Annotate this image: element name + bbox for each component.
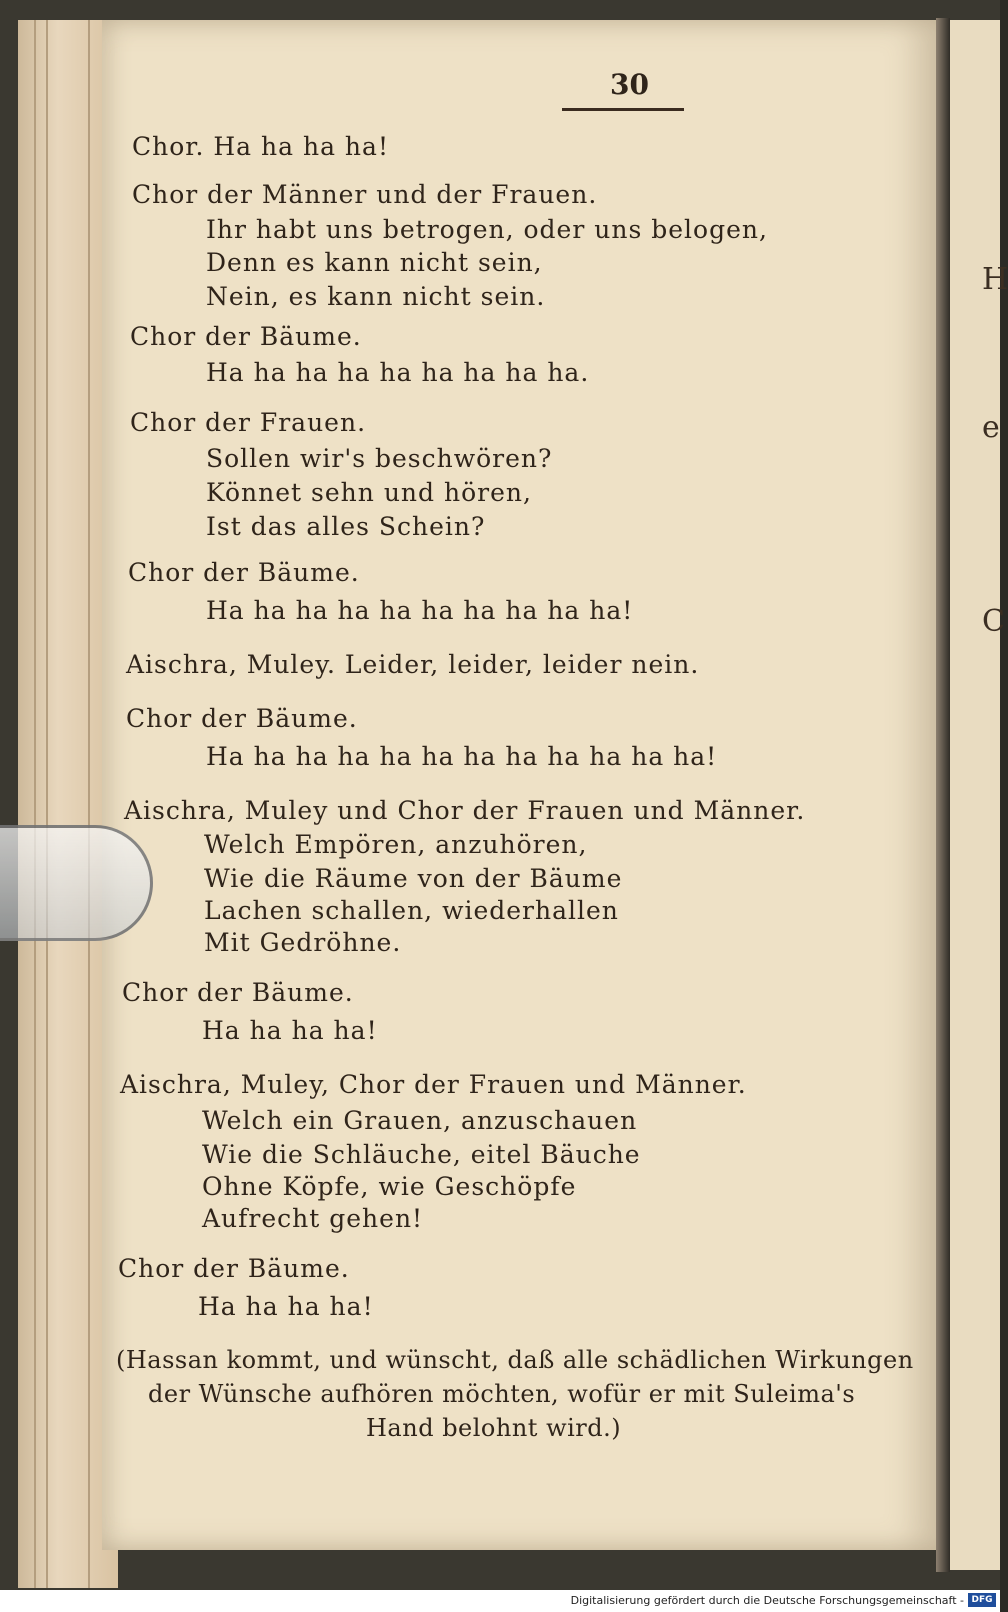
speaker-line: Chor der Bäume. [118,1254,350,1283]
speaker-line: Aischra, Muley und Chor der Frauen und Männer. [124,796,806,825]
page-clip [0,825,153,941]
stage-direction-line: der Wünsche aufhören möchten, wofür er mit Suleima's [148,1380,856,1408]
speaker-line: Aischra, Muley, Chor der Frauen und Männer. [120,1070,747,1099]
speaker-line: Chor der Männer und der Frauen. [132,180,598,209]
verse-line: Sollen wir's beschwören? [206,444,553,473]
verse-line: Ha ha ha ha ha ha ha ha ha. [206,358,590,387]
verse-line: Ihr habt uns betrogen, oder uns belogen, [206,215,768,244]
page-edge-line [34,20,36,1588]
text-line: Chor. Ha ha ha ha! [132,132,389,161]
book-page [102,20,936,1550]
verse-line: Ha ha ha ha ha ha ha ha ha ha! [206,596,634,625]
dfg-logo: DFG [968,1593,996,1607]
verse-line: Mit Gedröhne. [204,928,402,957]
page-edge-line [88,20,90,1588]
adjacent-page-letter: e [982,410,1000,445]
speaker-line: Chor der Frauen. [130,408,367,437]
adjacent-page-letter: C [982,604,1005,639]
verse-line: Nein, es kann nicht sein. [206,282,546,311]
verse-line: Ha ha ha ha ha ha ha ha ha ha ha ha! [206,742,718,771]
verse-line: Wie die Räume von der Bäume [204,864,623,893]
verse-line: Ha ha ha ha! [198,1292,374,1321]
verse-line: Wie die Schläuche, eitel Bäuche [202,1140,641,1169]
verse-line: Welch ein Grauen, anzuschauen [202,1106,638,1135]
verse-line: Könnet sehn und hören, [206,478,532,507]
verse-line: Denn es kann nicht sein, [206,248,543,277]
footer-credit: Digitalisierung gefördert durch die Deutsche Forschungsgemeinschaft - [570,1594,964,1607]
verse-line: Lachen schallen, wiederhallen [204,896,619,925]
verse-line: Welch Empören, anzuhören, [204,830,588,859]
speaker-line: Aischra, Muley. Leider, leider, leider nein. [126,650,700,679]
verse-line: Ha ha ha ha! [202,1016,378,1045]
speaker-line: Chor der Bäume. [130,322,362,351]
verse-line: Ohne Köpfe, wie Geschöpfe [202,1172,577,1201]
stage-direction-line: (Hassan kommt, und wünscht, daß alle schädlichen Wirkungen [116,1346,914,1374]
book-gutter [936,18,950,1572]
speaker-line: Chor der Bäume. [122,978,354,1007]
verse-line: Ist das alles Schein? [206,512,486,541]
stage-direction-line: Hand belohnt wird.) [366,1414,622,1442]
page-edge-line [46,20,48,1588]
speaker-line: Chor der Bäume. [126,704,358,733]
verse-line: Aufrecht gehen! [202,1204,424,1233]
speaker-line: Chor der Bäume. [128,558,360,587]
digitization-footer [0,1590,1000,1612]
adjacent-page-letter: H [982,262,1008,297]
page-number: 30 [610,68,649,101]
adjacent-page [950,20,1000,1570]
page-number-rule [562,108,684,111]
